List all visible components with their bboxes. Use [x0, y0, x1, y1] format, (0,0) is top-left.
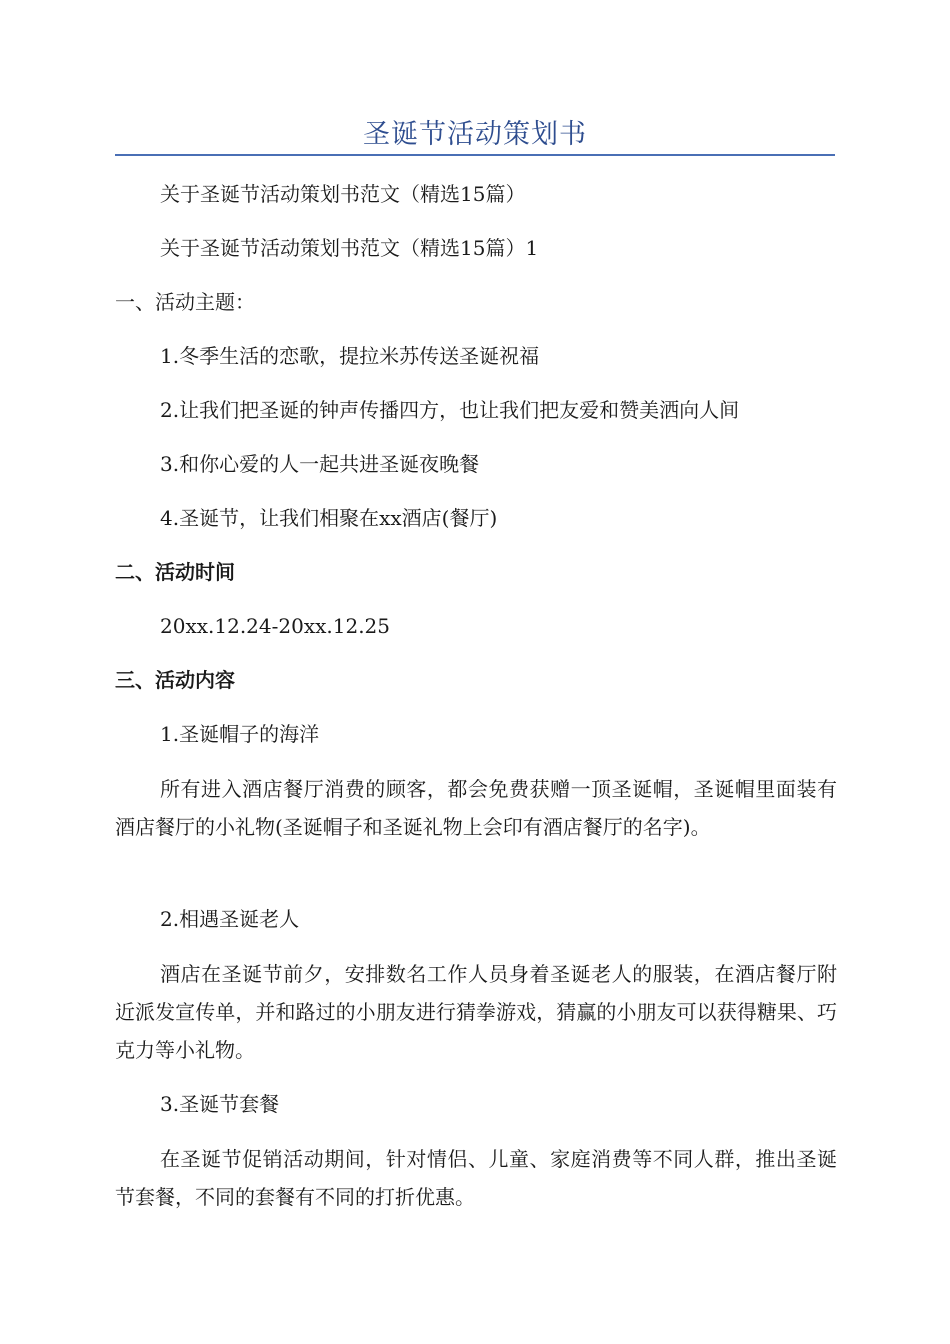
title-underline: [115, 154, 835, 156]
intro-line: 关于圣诞节活动策划书范文（精选15篇）: [160, 182, 526, 206]
subsection-title: 2.相遇圣诞老人: [160, 907, 300, 931]
paragraph: 所有进入酒店餐厅消费的顾客，都会免费获赠一顶圣诞帽，圣诞帽里面装有酒店餐厅的小礼物(圣诞帽子和圣诞礼物上会印有酒店餐厅的名字)。: [115, 777, 837, 839]
section-heading: 三、活动内容: [115, 668, 235, 692]
list-item: 3.和你心爱的人一起共进圣诞夜晚餐: [160, 452, 480, 476]
activity-time: 20xx.12.24-20xx.12.25: [160, 614, 390, 638]
paragraph: 酒店在圣诞节前夕，安排数名工作人员身着圣诞老人的服装，在酒店餐厅附近派发宣传单，并和路过的小朋友进行猜拳游戏，猜赢的小朋友可以获得糖果、巧克力等小礼物。: [115, 962, 837, 1062]
paragraph: 在圣诞节促销活动期间，针对情侣、儿童、家庭消费等不同人群，推出圣诞节套餐，不同的套餐有不同的打折优惠。: [115, 1147, 837, 1209]
list-item: 2.让我们把圣诞的钟声传播四方，也让我们把友爱和赞美洒向人间: [160, 398, 740, 422]
document-title: 圣诞节活动策划书: [363, 119, 587, 150]
subsection-title: 1.圣诞帽子的海洋: [160, 722, 320, 746]
list-item: 4.圣诞节，让我们相聚在xx酒店(餐厅): [160, 506, 498, 530]
list-item: 1.冬季生活的恋歌，提拉米苏传送圣诞祝福: [160, 344, 540, 368]
section-heading: 一、活动主题：: [115, 290, 255, 314]
subsection-title: 3.圣诞节套餐: [160, 1092, 280, 1116]
intro-line: 关于圣诞节活动策划书范文（精选15篇）1: [160, 236, 539, 260]
section-heading: 二、活动时间: [115, 560, 235, 584]
